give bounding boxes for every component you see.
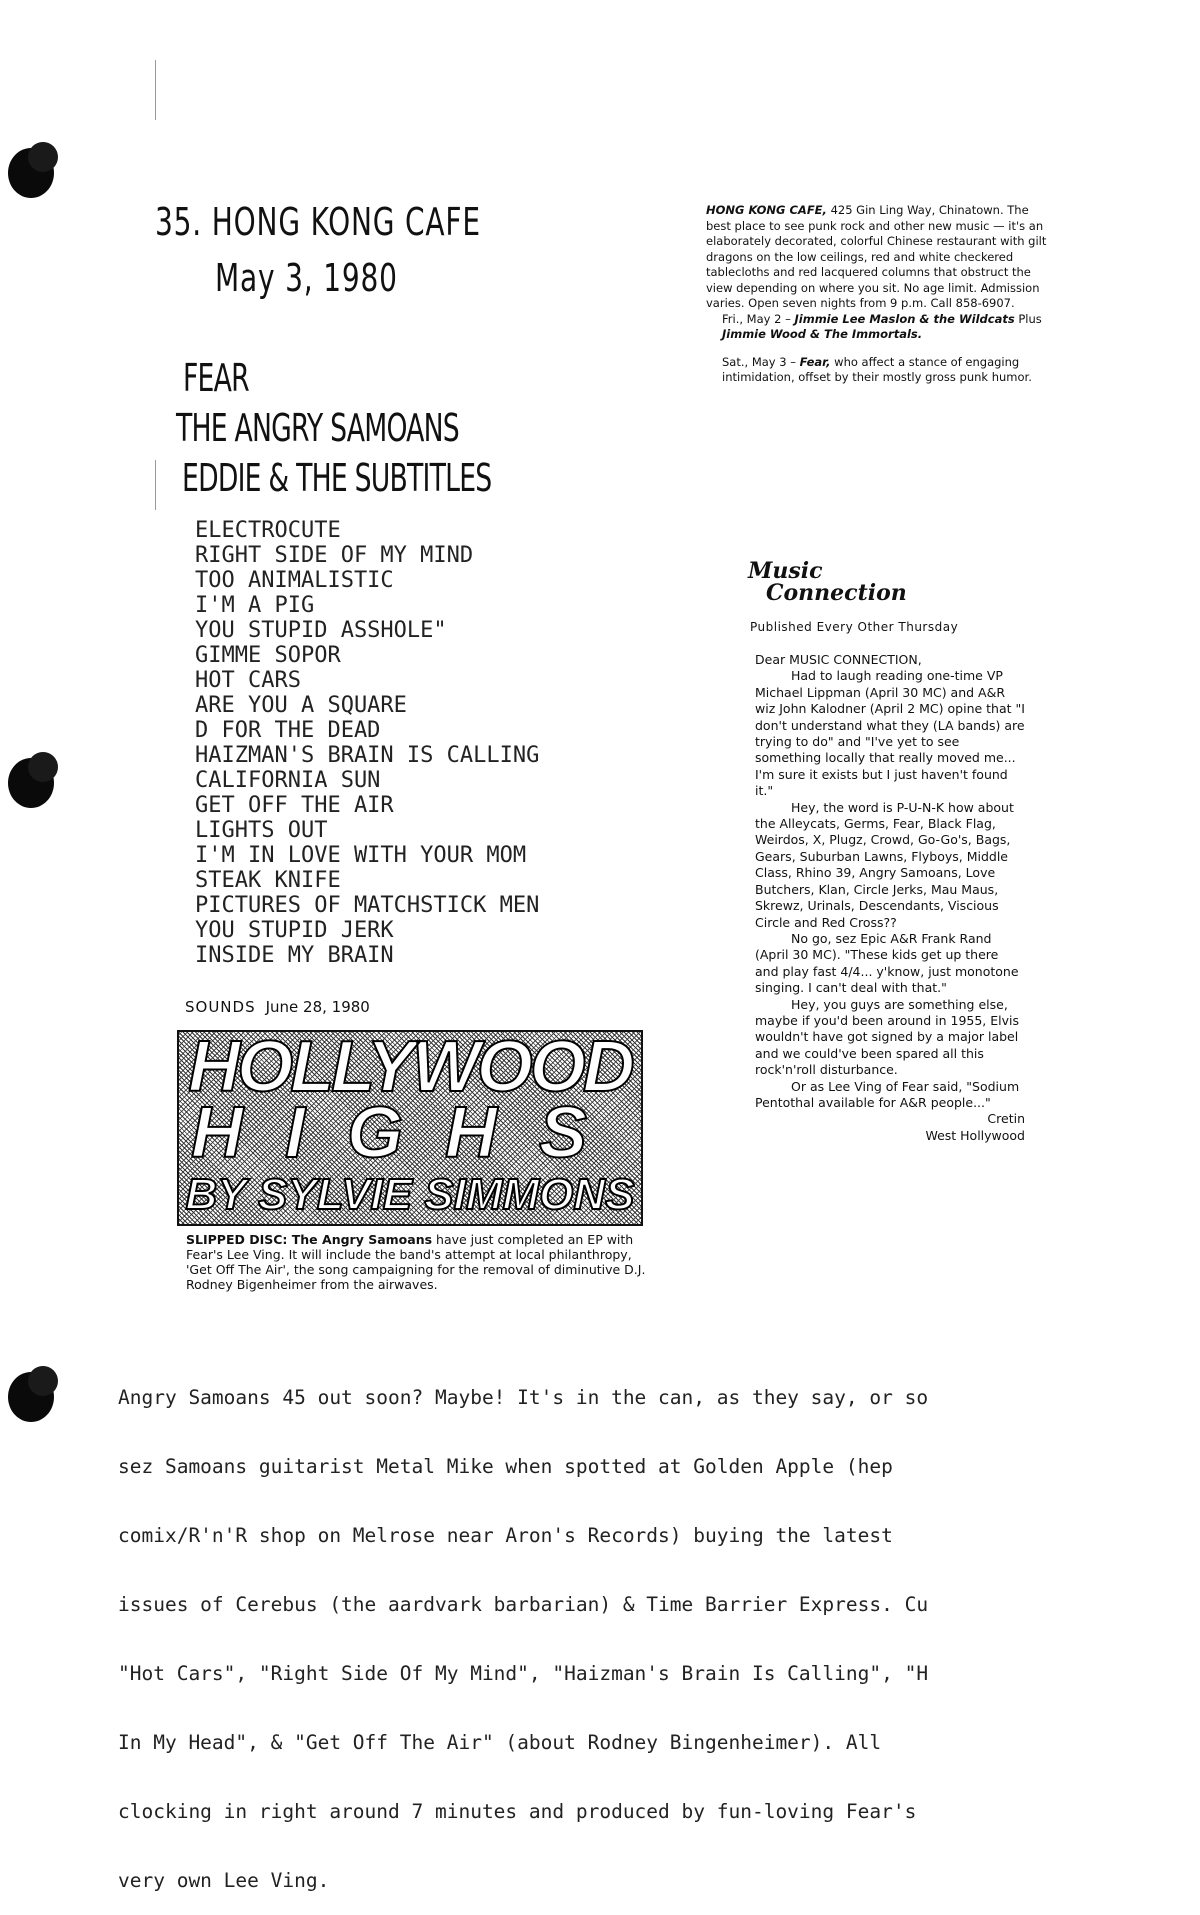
- hong-kong-cafe-listing: [706, 203, 1051, 386]
- letter-signature: Cretin: [987, 1111, 1025, 1127]
- setlist-item: PICTURES OF MATCHSTICK MEN: [195, 893, 540, 918]
- banner-byline: BY SYLVIE SIMMONS: [185, 1170, 635, 1219]
- event-acts: Jimmie Lee Maslon & the Wildcats: [794, 311, 1015, 326]
- setlist-item: ARE YOU A SQUARE: [195, 693, 407, 718]
- listing-body: 425 Gin Ling Way, Chinatown. The best place to see punk rock and other new music — it's an elaborately decorated, colorful Chinese restaurant with gilt dragons on the low ceilings, red and white checkered tablecloths and red lacquered columns that obstruct the view depending on where you sit. No age limit. Admission varies. Open seven nights from 9 p.m. Call 858-6907.: [706, 203, 1047, 310]
- typed-note: [118, 1340, 928, 1915]
- margin-rule: [155, 60, 156, 120]
- setlist-item: HOT CARS: [195, 668, 301, 693]
- setlist: [195, 518, 539, 968]
- typed-line: comix/R'n'R shop on Melrose near Aron's Records) buying the latest: [118, 1524, 893, 1547]
- event-date: Fri., May 2 –: [722, 311, 791, 326]
- setlist-item: I'M IN LOVE WITH YOUR MOM: [195, 843, 527, 868]
- listing-event-fri: [706, 312, 1051, 343]
- event-date: Sat., May 3 –: [722, 354, 796, 369]
- setlist-item: ELECTROCUTE: [195, 518, 341, 543]
- handwritten-title: 35. HONG KONG CAFE: [155, 200, 481, 244]
- setlist-item: RIGHT SIDE OF MY MIND: [195, 543, 474, 568]
- banner-line: HOLLYWOOD: [188, 1027, 632, 1107]
- caption-body: have just completed an EP with Fear's Lee Ving. It will include the band's attempt at local philanthropy, 'Get Off The Air', the song campaigning for the removal of diminutive D.J. Rodney Bigenheimer from the airwaves.: [186, 1232, 646, 1292]
- banner-line: HIGHS: [190, 1093, 630, 1173]
- sounds-source: SOUNDS: [185, 998, 256, 1016]
- letter-location: West Hollywood: [925, 1127, 1025, 1143]
- event-body: who affect a stance of engaging intimidation, offset by their mostly gross punk humor.: [722, 354, 1032, 384]
- binder-hole: [8, 758, 54, 808]
- music-connection-logo: [748, 560, 907, 604]
- band-name: THE ANGRY SAMOANS: [176, 406, 459, 450]
- listing-lead: HONG KONG CAFE,: [706, 203, 827, 217]
- setlist-item: LIGHTS OUT: [195, 818, 328, 843]
- setlist-item: TOO ANIMALISTIC: [195, 568, 394, 593]
- margin-rule: [155, 460, 156, 510]
- hollywood-highs-banner: [177, 1027, 643, 1226]
- typed-line: "Hot Cars", "Right Side Of My Mind", "Haizman's Brain Is Calling", "H: [118, 1662, 929, 1685]
- logo-line: Connection: [766, 580, 907, 606]
- band-name: EDDIE & THE SUBTITLES: [182, 456, 492, 500]
- setlist-item: INSIDE MY BRAIN: [195, 943, 394, 968]
- listing-event-sat: [706, 355, 1051, 386]
- letter-paragraph: Or as Lee Ving of Fear said, "Sodium Pentothal available for A&R people...": [755, 1078, 1020, 1110]
- typed-line: very own Lee Ving.: [118, 1869, 330, 1892]
- binder-hole: [8, 148, 54, 198]
- typed-line: clocking in right around 7 minutes and produced by fun-loving Fear's: [118, 1800, 917, 1823]
- logo-line: Music: [748, 558, 823, 584]
- band-name: FEAR: [183, 356, 249, 400]
- event-plus: Plus: [1018, 311, 1042, 326]
- typed-line: Angry Samoans 45 out soon? Maybe! It's in the can, as they say, or so: [118, 1386, 929, 1409]
- setlist-item: I'M A PIG: [195, 593, 315, 618]
- sounds-date: June 28, 1980: [265, 998, 370, 1016]
- setlist-item: GIMME SOPOR: [195, 643, 341, 668]
- setlist-item: CALIFORNIA SUN: [195, 768, 381, 793]
- letter-paragraph: No go, sez Epic A&R Frank Rand (April 30 MC). "These kids get up there and play fast 4/4... y'know, just monotone singing. I can't deal with that.": [755, 930, 1019, 996]
- event-acts: Jimmie Wood & The Immortals.: [722, 327, 923, 341]
- setlist-item: GET OFF THE AIR: [195, 793, 394, 818]
- setlist-item: D FOR THE DEAD: [195, 718, 381, 743]
- binder-hole: [8, 1372, 54, 1422]
- letter-paragraph: Hey, you guys are something else, maybe if you'd been around in 1955, Elvis wouldn't have got signed by a major label and we could've been spared all this rock'n'roll disturbance.: [755, 996, 1020, 1078]
- setlist-item: YOU STUPID JERK: [195, 918, 394, 943]
- letter-to-editor: [755, 652, 1025, 1144]
- typed-line: issues of Cerebus (the aardvark barbarian) & Time Barrier Express. Cu: [118, 1593, 929, 1616]
- setlist-item: HAIZMAN'S BRAIN IS CALLING: [195, 743, 540, 768]
- typed-line: In My Head", & "Get Off The Air" (about Rodney Bingenheimer). All: [118, 1731, 882, 1754]
- published-line: Published Every Other Thursday: [750, 620, 959, 634]
- handwritten-date: May 3, 1980: [215, 256, 398, 300]
- letter-salutation: Dear MUSIC CONNECTION,: [755, 652, 922, 667]
- event-acts: Fear,: [799, 354, 831, 369]
- setlist-item: STEAK KNIFE: [195, 868, 341, 893]
- sounds-header: [185, 998, 370, 1016]
- caption-lead: SLIPPED DISC: The Angry Samoans: [186, 1232, 433, 1247]
- letter-paragraph: Hey, the word is P-U-N-K how about the Alleycats, Germs, Fear, Black Flag, Weirdos, X, Plugz, Crowd, Go-Go's, Bags, Gears, Suburban Lawns, Flyboys, Middle Class, Rhino 39, Angry Samoans, Love Butchers, Klan, Circle Jerks, Mau Maus, Skrewz, Urinals, Descendants, Viscious Circle and Red Cross??: [755, 799, 1014, 930]
- typed-line: sez Samoans guitarist Metal Mike when spotted at Golden Apple (hep: [118, 1455, 893, 1478]
- setlist-item: YOU STUPID ASSHOLE": [195, 618, 447, 643]
- letter-paragraph: Had to laugh reading one-time VP Michael Lippman (April 30 MC) and A&R wiz John Kalodner (April 2 MC) opine that "I don't understand what they (LA bands) are trying to do" and "I've yet to see something locally that really moved me... I'm sure it exists but I just haven't found it.": [755, 668, 1025, 799]
- slipped-disc-caption: [186, 1232, 646, 1292]
